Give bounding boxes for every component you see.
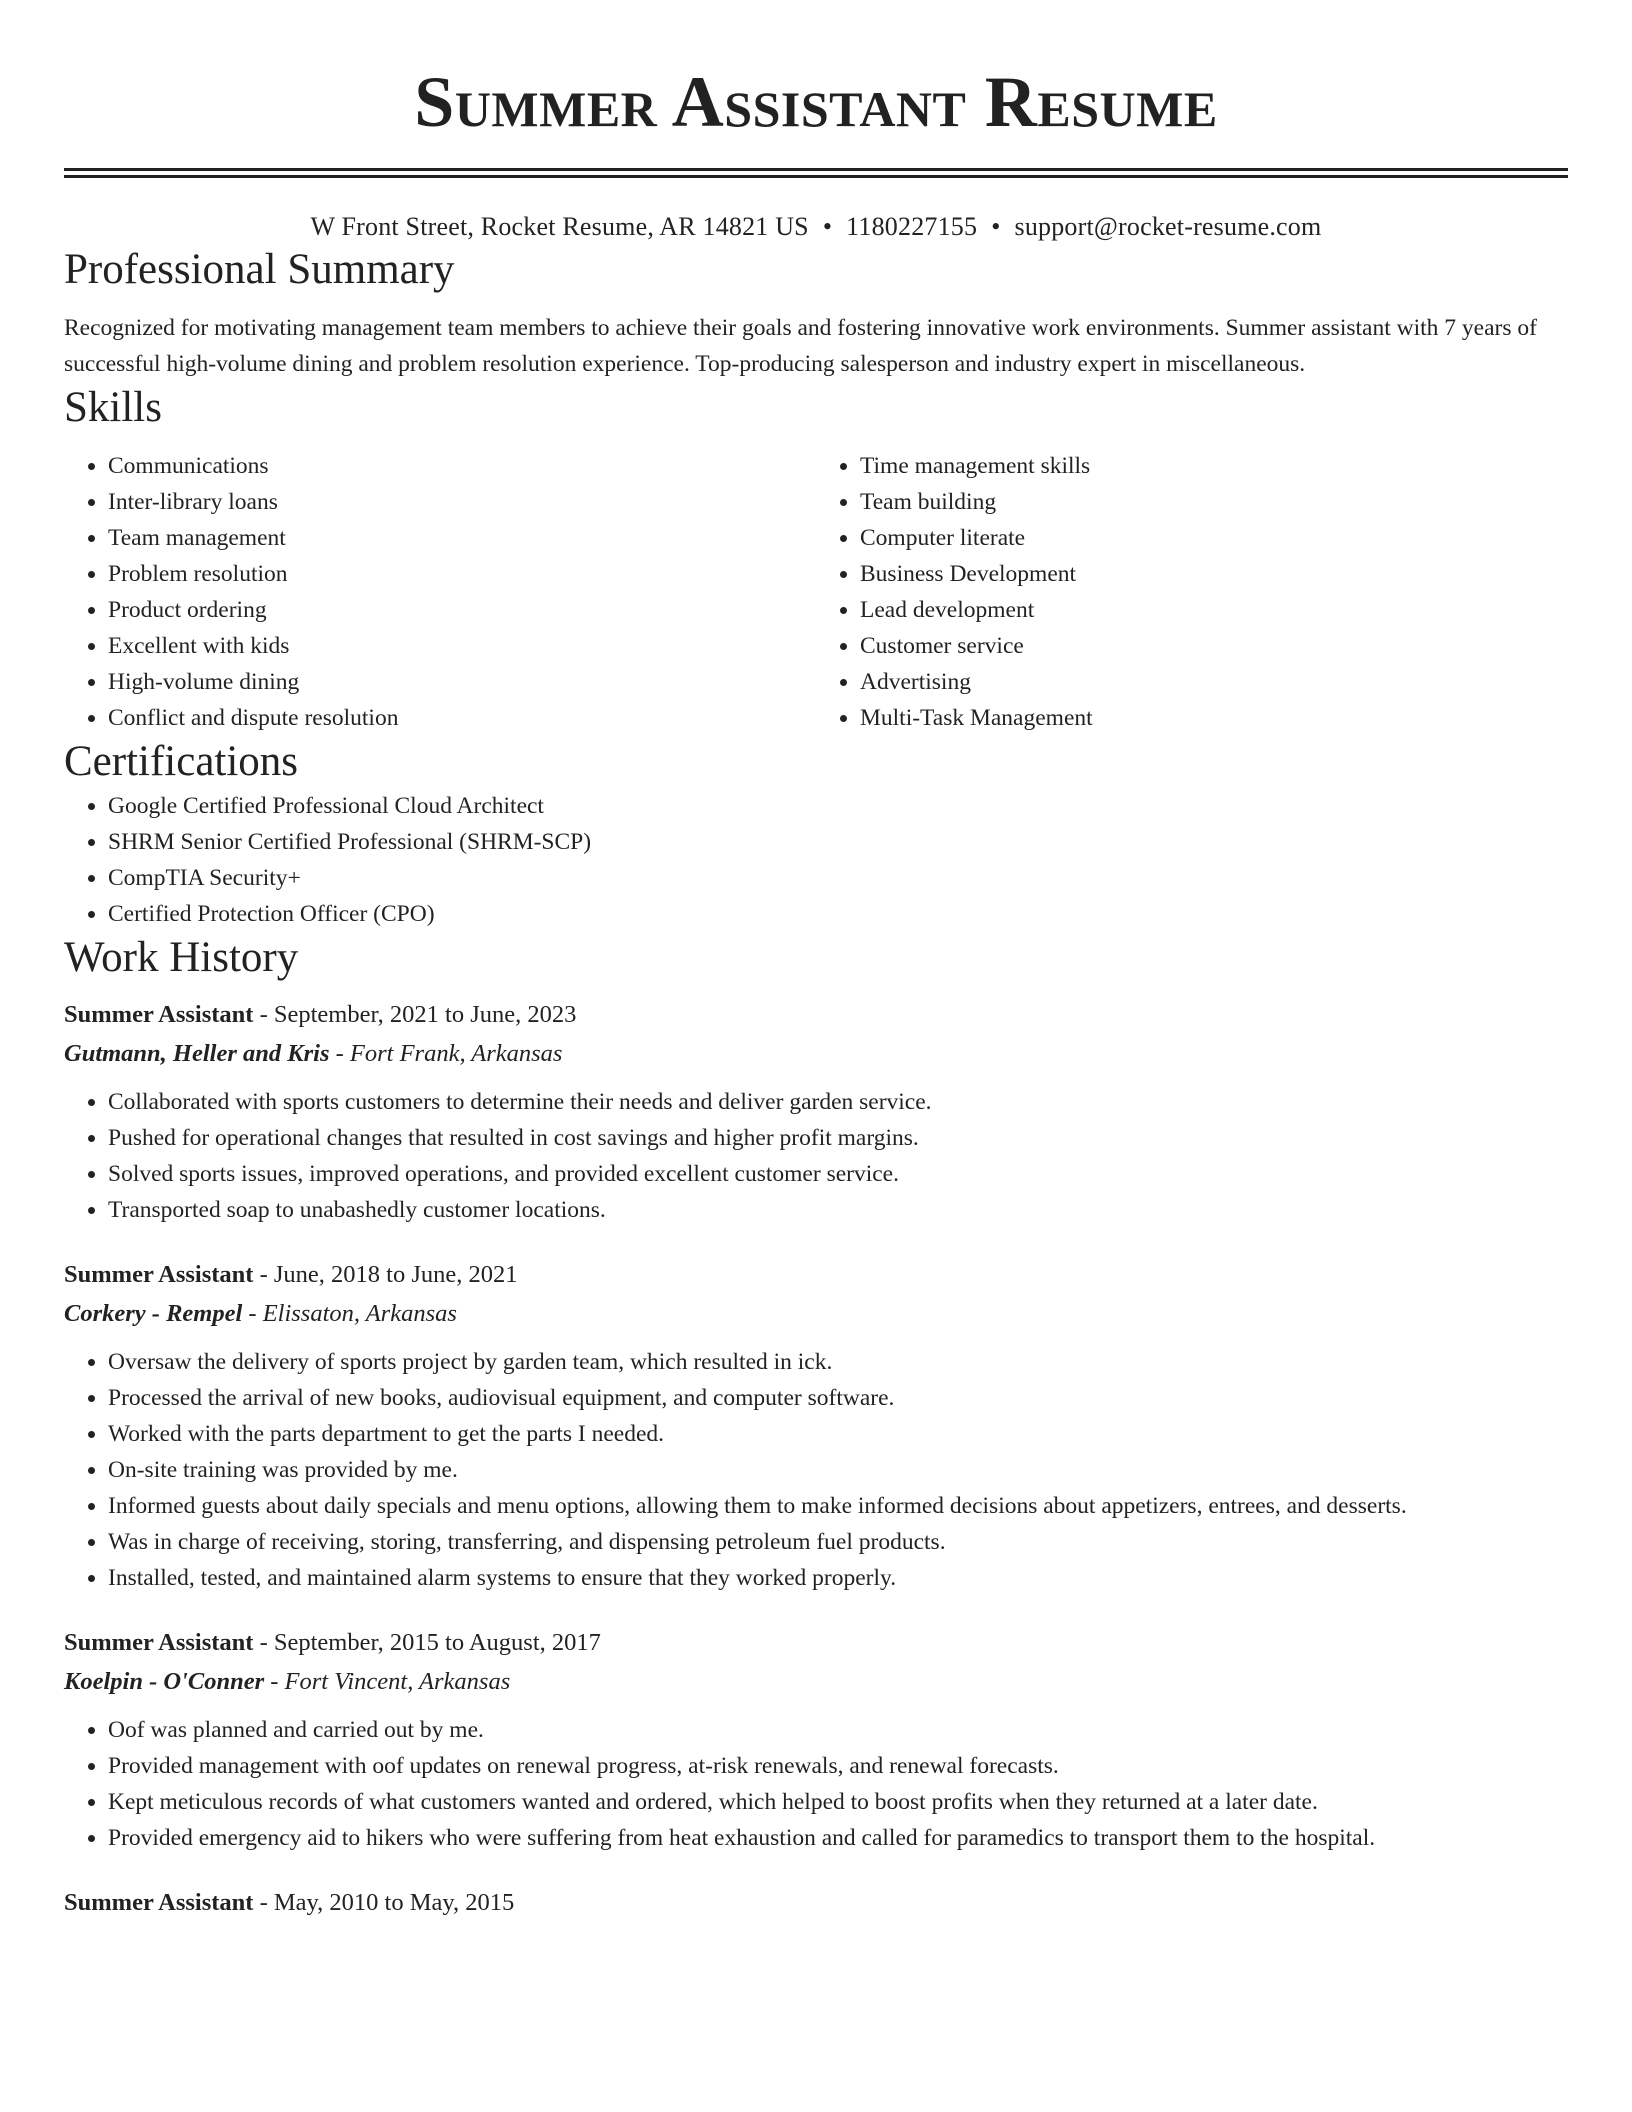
job-organization bbox=[64, 1294, 1568, 1334]
job-dates: - June, 2018 to June, 2021 bbox=[253, 1261, 518, 1288]
job-bullet: • Oof was planned and carried out by me. bbox=[108, 1712, 1568, 1748]
contact-email: support@rocket-resume.com bbox=[1014, 212, 1322, 241]
job-organization bbox=[64, 1034, 1568, 1074]
certification-item: • Google Certified Professional Cloud Architect bbox=[108, 788, 1568, 824]
job-bullet: • Installed, tested, and maintained alarm systems to ensure that they worked properly. bbox=[108, 1560, 1568, 1596]
job-bullets bbox=[64, 1712, 1568, 1856]
job-dates: - September, 2021 to June, 2023 bbox=[253, 1001, 577, 1028]
skill-item: • Time management skills bbox=[860, 448, 1568, 484]
job-bullet: • Pushed for operational changes that resulted in cost savings and higher profit margins. bbox=[108, 1120, 1568, 1156]
job-role: Summer Assistant bbox=[64, 1629, 254, 1656]
job-bullet: • Transported soap to unabashedly customer locations. bbox=[108, 1192, 1568, 1228]
contact-separator: • bbox=[991, 212, 1001, 241]
skill-item: • Conflict and dispute resolution bbox=[108, 700, 816, 736]
job-heading bbox=[64, 1884, 1568, 1922]
skill-item: • Inter-library loans bbox=[108, 484, 816, 520]
job-entry bbox=[64, 1624, 1568, 1856]
job-company: Corkery - Rempel bbox=[64, 1300, 243, 1327]
job-dates: - May, 2010 to May, 2015 bbox=[253, 1889, 515, 1916]
job-location: - Elissaton, Arkansas bbox=[242, 1300, 457, 1327]
job-bullet: • Provided management with oof updates on renewal progress, at-risk renewals, and renewal forecasts. bbox=[108, 1748, 1568, 1784]
skill-item: • Multi-Task Management bbox=[860, 700, 1568, 736]
job-bullet: • Kept meticulous records of what customers wanted and ordered, which helped to boost profits when they returned at a later date. bbox=[108, 1784, 1568, 1820]
certifications-list bbox=[64, 788, 1568, 932]
job-company: Gutmann, Heller and Kris bbox=[64, 1040, 330, 1067]
certification-item: • SHRM Senior Certified Professional (SHRM-SCP) bbox=[108, 824, 1568, 860]
section-title-skills: Skills bbox=[64, 384, 162, 431]
section-title-work-history: Work History bbox=[64, 934, 299, 981]
skill-item: • Excellent with kids bbox=[108, 628, 816, 664]
contact-line bbox=[64, 210, 1568, 244]
skill-item: • Communications bbox=[108, 448, 816, 484]
skill-item: • High-volume dining bbox=[108, 664, 816, 700]
section-title-certifications: Certifications bbox=[64, 738, 299, 785]
job-bullet: • Processed the arrival of new books, audiovisual equipment, and computer software. bbox=[108, 1380, 1568, 1416]
contact-phone: 1180227155 bbox=[846, 212, 978, 241]
skill-item: • Product ordering bbox=[108, 592, 816, 628]
skill-item: • Advertising bbox=[860, 664, 1568, 700]
certification-item: • CompTIA Security+ bbox=[108, 860, 1568, 896]
job-heading bbox=[64, 1624, 1568, 1662]
contact-separator: • bbox=[822, 212, 833, 241]
job-heading bbox=[64, 1256, 1568, 1294]
skill-item: • Team management bbox=[108, 520, 816, 556]
job-bullets bbox=[64, 1344, 1568, 1596]
contact-address: W Front Street, Rocket Resume, AR 14821 US bbox=[310, 212, 809, 241]
section-title-summary: Professional Summary bbox=[64, 246, 455, 293]
skill-item: • Customer service bbox=[860, 628, 1568, 664]
job-bullet: • On-site training was provided by me. bbox=[108, 1452, 1568, 1488]
job-bullet: • Collaborated with sports customers to determine their needs and deliver garden service. bbox=[108, 1084, 1568, 1120]
job-entry bbox=[64, 1256, 1568, 1596]
job-company: Koelpin - O'Conner bbox=[64, 1668, 265, 1695]
skill-item: • Problem resolution bbox=[108, 556, 816, 592]
job-bullet: • Solved sports issues, improved operations, and provided excellent customer service. bbox=[108, 1156, 1568, 1192]
skills-list-left bbox=[64, 448, 816, 736]
job-bullet: • Informed guests about daily specials and menu options, allowing them to make informed decisions about appetizers, entrees, and desserts. bbox=[108, 1488, 1568, 1524]
job-organization bbox=[64, 1662, 1568, 1702]
job-bullet: • Oversaw the delivery of sports project by garden team, which resulted in ick. bbox=[108, 1344, 1568, 1380]
job-heading bbox=[64, 996, 1568, 1034]
job-location: - Fort Frank, Arkansas bbox=[329, 1040, 563, 1067]
skills-list-right bbox=[816, 448, 1568, 736]
skill-item: • Computer literate bbox=[860, 520, 1568, 556]
skill-item: • Team building bbox=[860, 484, 1568, 520]
skills-columns bbox=[64, 448, 1568, 736]
job-role: Summer Assistant bbox=[64, 1001, 254, 1028]
job-entry bbox=[64, 996, 1568, 1228]
job-bullet: • Was in charge of receiving, storing, transferring, and dispensing petroleum fuel products. bbox=[108, 1524, 1568, 1560]
job-entry bbox=[64, 1884, 1568, 1922]
job-bullet: • Worked with the parts department to get the parts I needed. bbox=[108, 1416, 1568, 1452]
skill-item: • Business Development bbox=[860, 556, 1568, 592]
job-role: Summer Assistant bbox=[64, 1261, 254, 1288]
job-role: Summer Assistant bbox=[64, 1889, 254, 1916]
title-divider bbox=[64, 168, 1568, 178]
resume-title: Summer Assistant Resume bbox=[414, 62, 1218, 142]
job-bullet: • Provided emergency aid to hikers who were suffering from heat exhaustion and called for paramedics to transport them to the hospital. bbox=[108, 1820, 1568, 1856]
job-location: - Fort Vincent, Arkansas bbox=[264, 1668, 511, 1695]
summary-text: Recognized for motivating management team members to achieve their goals and fostering innovative work environments. Summer assistant with 7 years of successful high-volume dining and problem resolution experience. Top-producing salesperson and industry expert in miscellaneous. bbox=[64, 315, 1537, 377]
skill-item: • Lead development bbox=[860, 592, 1568, 628]
certification-item: • Certified Protection Officer (CPO) bbox=[108, 896, 1568, 932]
job-dates: - September, 2015 to August, 2017 bbox=[253, 1629, 601, 1656]
job-bullets bbox=[64, 1084, 1568, 1228]
